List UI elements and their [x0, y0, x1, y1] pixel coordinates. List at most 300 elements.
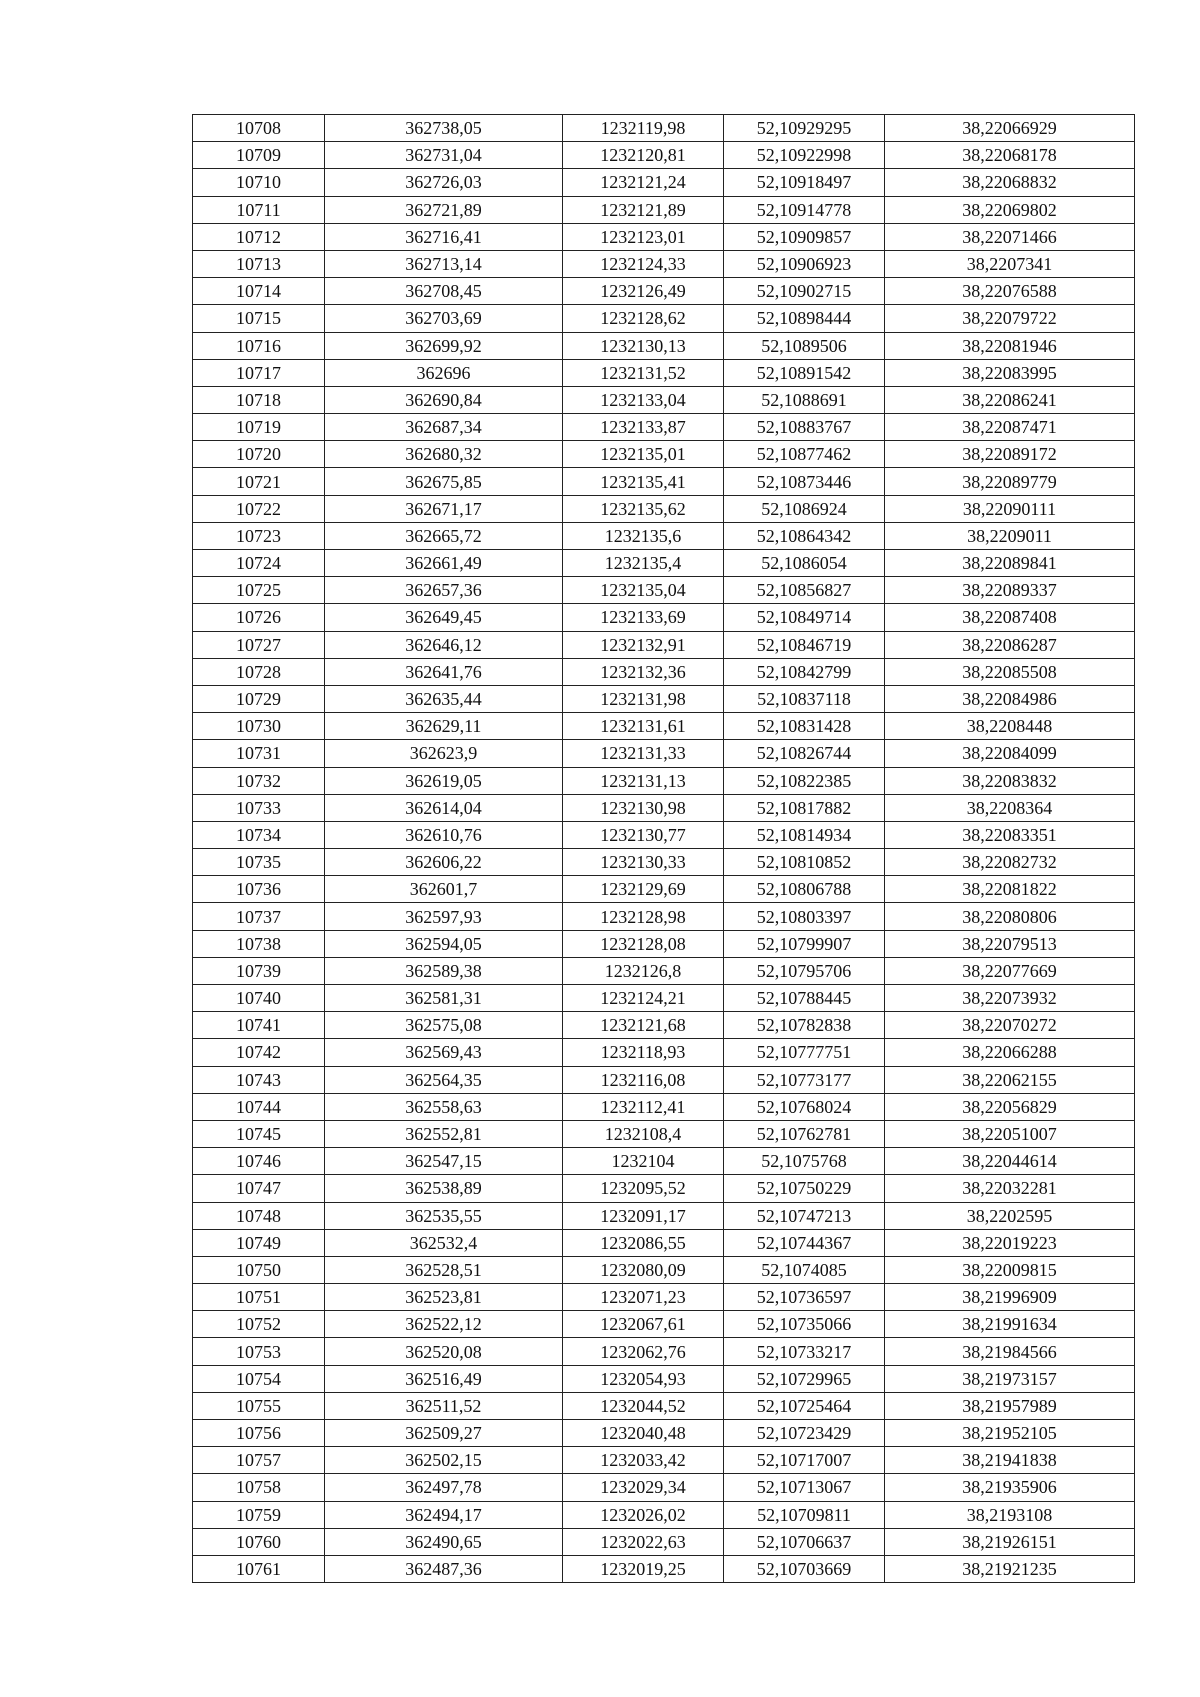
latitude-cell: 52,10736597 [724, 1284, 885, 1311]
longitude-cell: 38,22085508 [885, 658, 1135, 685]
x-coordinate-cell: 362675,85 [325, 468, 563, 495]
table-row [193, 903, 1135, 930]
point-number-cell: 10739 [193, 957, 325, 984]
longitude-cell: 38,22089841 [885, 550, 1135, 577]
point-number-cell: 10723 [193, 522, 325, 549]
x-coordinate-cell: 362696 [325, 359, 563, 386]
x-coordinate-cell: 362528,51 [325, 1256, 563, 1283]
y-coordinate-cell: 1232121,24 [563, 169, 724, 196]
longitude-cell: 38,22084986 [885, 685, 1135, 712]
latitude-cell: 52,10831428 [724, 713, 885, 740]
point-number-cell: 10757 [193, 1447, 325, 1474]
longitude-cell: 38,21957989 [885, 1392, 1135, 1419]
longitude-cell: 38,21941838 [885, 1447, 1135, 1474]
table-row [193, 1256, 1135, 1283]
table-row [193, 1392, 1135, 1419]
x-coordinate-cell: 362680,32 [325, 441, 563, 468]
point-number-cell: 10751 [193, 1284, 325, 1311]
point-number-cell: 10756 [193, 1420, 325, 1447]
longitude-cell: 38,22032281 [885, 1175, 1135, 1202]
table-row [193, 1447, 1135, 1474]
y-coordinate-cell: 1232132,91 [563, 631, 724, 658]
x-coordinate-cell: 362575,08 [325, 1012, 563, 1039]
y-coordinate-cell: 1232091,17 [563, 1202, 724, 1229]
x-coordinate-cell: 362721,89 [325, 196, 563, 223]
table-row [193, 658, 1135, 685]
longitude-cell: 38,22090111 [885, 495, 1135, 522]
longitude-cell: 38,22087471 [885, 414, 1135, 441]
longitude-cell: 38,21991634 [885, 1311, 1135, 1338]
x-coordinate-cell: 362581,31 [325, 985, 563, 1012]
table-row [193, 1093, 1135, 1120]
table-row [193, 767, 1135, 794]
latitude-cell: 52,10918497 [724, 169, 885, 196]
y-coordinate-cell: 1232116,08 [563, 1066, 724, 1093]
longitude-cell: 38,21973157 [885, 1365, 1135, 1392]
table-row [193, 1012, 1135, 1039]
table-row [193, 876, 1135, 903]
point-number-cell: 10724 [193, 550, 325, 577]
latitude-cell: 52,10902715 [724, 278, 885, 305]
x-coordinate-cell: 362487,36 [325, 1555, 563, 1582]
y-coordinate-cell: 1232071,23 [563, 1284, 724, 1311]
longitude-cell: 38,22077669 [885, 957, 1135, 984]
point-number-cell: 10709 [193, 142, 325, 169]
latitude-cell: 52,10822385 [724, 767, 885, 794]
latitude-cell: 52,10837118 [724, 685, 885, 712]
x-coordinate-cell: 362619,05 [325, 767, 563, 794]
latitude-cell: 52,10814934 [724, 821, 885, 848]
y-coordinate-cell: 1232022,63 [563, 1528, 724, 1555]
y-coordinate-cell: 1232123,01 [563, 223, 724, 250]
longitude-cell: 38,22089779 [885, 468, 1135, 495]
table-row [193, 1066, 1135, 1093]
point-number-cell: 10718 [193, 386, 325, 413]
table-row [193, 359, 1135, 386]
x-coordinate-cell: 362509,27 [325, 1420, 563, 1447]
y-coordinate-cell: 1232131,52 [563, 359, 724, 386]
longitude-cell: 38,21921235 [885, 1555, 1135, 1582]
y-coordinate-cell: 1232135,6 [563, 522, 724, 549]
y-coordinate-cell: 1232133,04 [563, 386, 724, 413]
latitude-cell: 52,1089506 [724, 332, 885, 359]
x-coordinate-cell: 362649,45 [325, 604, 563, 631]
longitude-cell: 38,2209011 [885, 522, 1135, 549]
longitude-cell: 38,22087408 [885, 604, 1135, 631]
y-coordinate-cell: 1232119,98 [563, 115, 724, 142]
y-coordinate-cell: 1232135,01 [563, 441, 724, 468]
point-number-cell: 10727 [193, 631, 325, 658]
y-coordinate-cell: 1232062,76 [563, 1338, 724, 1365]
longitude-cell: 38,2208364 [885, 794, 1135, 821]
point-number-cell: 10729 [193, 685, 325, 712]
x-coordinate-cell: 362703,69 [325, 305, 563, 332]
y-coordinate-cell: 1232128,62 [563, 305, 724, 332]
x-coordinate-cell: 362569,43 [325, 1039, 563, 1066]
point-number-cell: 10717 [193, 359, 325, 386]
y-coordinate-cell: 1232033,42 [563, 1447, 724, 1474]
table-row [193, 985, 1135, 1012]
x-coordinate-cell: 362646,12 [325, 631, 563, 658]
x-coordinate-cell: 362629,11 [325, 713, 563, 740]
table-row [193, 1365, 1135, 1392]
table-row [193, 1284, 1135, 1311]
longitude-cell: 38,22084099 [885, 740, 1135, 767]
longitude-cell: 38,22070272 [885, 1012, 1135, 1039]
longitude-cell: 38,22080806 [885, 903, 1135, 930]
table-row [193, 1338, 1135, 1365]
table-row [193, 849, 1135, 876]
x-coordinate-cell: 362547,15 [325, 1148, 563, 1175]
latitude-cell: 52,10788445 [724, 985, 885, 1012]
point-number-cell: 10737 [193, 903, 325, 930]
y-coordinate-cell: 1232130,98 [563, 794, 724, 821]
point-number-cell: 10742 [193, 1039, 325, 1066]
y-coordinate-cell: 1232019,25 [563, 1555, 724, 1582]
point-number-cell: 10754 [193, 1365, 325, 1392]
latitude-cell: 52,10873446 [724, 468, 885, 495]
y-coordinate-cell: 1232130,33 [563, 849, 724, 876]
longitude-cell: 38,22068178 [885, 142, 1135, 169]
longitude-cell: 38,21926151 [885, 1528, 1135, 1555]
table-row [193, 1120, 1135, 1147]
x-coordinate-cell: 362532,4 [325, 1229, 563, 1256]
table-row [193, 631, 1135, 658]
y-coordinate-cell: 1232029,34 [563, 1474, 724, 1501]
y-coordinate-cell: 1232026,02 [563, 1501, 724, 1528]
table-row [193, 332, 1135, 359]
longitude-cell: 38,21935906 [885, 1474, 1135, 1501]
table-row [193, 604, 1135, 631]
table-row [193, 1311, 1135, 1338]
point-number-cell: 10741 [193, 1012, 325, 1039]
y-coordinate-cell: 1232108,4 [563, 1120, 724, 1147]
longitude-cell: 38,21996909 [885, 1284, 1135, 1311]
latitude-cell: 52,10849714 [724, 604, 885, 631]
y-coordinate-cell: 1232040,48 [563, 1420, 724, 1447]
x-coordinate-cell: 362641,76 [325, 658, 563, 685]
table-row [193, 685, 1135, 712]
table-row [193, 821, 1135, 848]
point-number-cell: 10749 [193, 1229, 325, 1256]
longitude-cell: 38,2208448 [885, 713, 1135, 740]
point-number-cell: 10744 [193, 1093, 325, 1120]
table-row [193, 1474, 1135, 1501]
longitude-cell: 38,22066288 [885, 1039, 1135, 1066]
point-number-cell: 10753 [193, 1338, 325, 1365]
coordinates-table [192, 114, 1135, 1583]
table-row [193, 794, 1135, 821]
longitude-cell: 38,22044614 [885, 1148, 1135, 1175]
x-coordinate-cell: 362657,36 [325, 577, 563, 604]
y-coordinate-cell: 1232131,98 [563, 685, 724, 712]
point-number-cell: 10758 [193, 1474, 325, 1501]
latitude-cell: 52,10750229 [724, 1175, 885, 1202]
x-coordinate-cell: 362690,84 [325, 386, 563, 413]
x-coordinate-cell: 362589,38 [325, 957, 563, 984]
y-coordinate-cell: 1232135,41 [563, 468, 724, 495]
point-number-cell: 10755 [193, 1392, 325, 1419]
table-row [193, 115, 1135, 142]
latitude-cell: 52,10929295 [724, 115, 885, 142]
longitude-cell: 38,22089172 [885, 441, 1135, 468]
table-row [193, 957, 1135, 984]
latitude-cell: 52,10713067 [724, 1474, 885, 1501]
latitude-cell: 52,10762781 [724, 1120, 885, 1147]
point-number-cell: 10732 [193, 767, 325, 794]
table-row [193, 223, 1135, 250]
table-row [193, 250, 1135, 277]
table-row [193, 1420, 1135, 1447]
latitude-cell: 52,10725464 [724, 1392, 885, 1419]
point-number-cell: 10738 [193, 930, 325, 957]
y-coordinate-cell: 1232067,61 [563, 1311, 724, 1338]
longitude-cell: 38,2193108 [885, 1501, 1135, 1528]
y-coordinate-cell: 1232128,98 [563, 903, 724, 930]
longitude-cell: 38,22083351 [885, 821, 1135, 848]
coordinates-table-body [193, 115, 1135, 1583]
x-coordinate-cell: 362610,76 [325, 821, 563, 848]
latitude-cell: 52,10846719 [724, 631, 885, 658]
x-coordinate-cell: 362687,34 [325, 414, 563, 441]
longitude-cell: 38,22069802 [885, 196, 1135, 223]
point-number-cell: 10760 [193, 1528, 325, 1555]
point-number-cell: 10714 [193, 278, 325, 305]
latitude-cell: 52,10810852 [724, 849, 885, 876]
table-row [193, 1175, 1135, 1202]
table-row [193, 386, 1135, 413]
point-number-cell: 10750 [193, 1256, 325, 1283]
latitude-cell: 52,10898444 [724, 305, 885, 332]
y-coordinate-cell: 1232131,13 [563, 767, 724, 794]
latitude-cell: 52,10826744 [724, 740, 885, 767]
y-coordinate-cell: 1232124,21 [563, 985, 724, 1012]
table-row [193, 713, 1135, 740]
latitude-cell: 52,10806788 [724, 876, 885, 903]
x-coordinate-cell: 362661,49 [325, 550, 563, 577]
x-coordinate-cell: 362552,81 [325, 1120, 563, 1147]
y-coordinate-cell: 1232054,93 [563, 1365, 724, 1392]
x-coordinate-cell: 362497,78 [325, 1474, 563, 1501]
point-number-cell: 10726 [193, 604, 325, 631]
y-coordinate-cell: 1232044,52 [563, 1392, 724, 1419]
longitude-cell: 38,22083995 [885, 359, 1135, 386]
point-number-cell: 10733 [193, 794, 325, 821]
y-coordinate-cell: 1232130,77 [563, 821, 724, 848]
longitude-cell: 38,22068832 [885, 169, 1135, 196]
table-row [193, 577, 1135, 604]
latitude-cell: 52,10914778 [724, 196, 885, 223]
latitude-cell: 52,10891542 [724, 359, 885, 386]
point-number-cell: 10759 [193, 1501, 325, 1528]
point-number-cell: 10710 [193, 169, 325, 196]
y-coordinate-cell: 1232112,41 [563, 1093, 724, 1120]
latitude-cell: 52,10803397 [724, 903, 885, 930]
latitude-cell: 52,10906923 [724, 250, 885, 277]
longitude-cell: 38,22081946 [885, 332, 1135, 359]
y-coordinate-cell: 1232120,81 [563, 142, 724, 169]
table-row [193, 740, 1135, 767]
point-number-cell: 10725 [193, 577, 325, 604]
point-number-cell: 10745 [193, 1120, 325, 1147]
point-number-cell: 10743 [193, 1066, 325, 1093]
longitude-cell: 38,21984566 [885, 1338, 1135, 1365]
latitude-cell: 52,10856827 [724, 577, 885, 604]
latitude-cell: 52,10723429 [724, 1420, 885, 1447]
point-number-cell: 10761 [193, 1555, 325, 1582]
latitude-cell: 52,10706637 [724, 1528, 885, 1555]
y-coordinate-cell: 1232086,55 [563, 1229, 724, 1256]
latitude-cell: 52,10747213 [724, 1202, 885, 1229]
latitude-cell: 52,10817882 [724, 794, 885, 821]
latitude-cell: 52,1074085 [724, 1256, 885, 1283]
longitude-cell: 38,21952105 [885, 1420, 1135, 1447]
point-number-cell: 10728 [193, 658, 325, 685]
latitude-cell: 52,1086054 [724, 550, 885, 577]
y-coordinate-cell: 1232118,93 [563, 1039, 724, 1066]
latitude-cell: 52,1075768 [724, 1148, 885, 1175]
x-coordinate-cell: 362511,52 [325, 1392, 563, 1419]
point-number-cell: 10752 [193, 1311, 325, 1338]
point-number-cell: 10734 [193, 821, 325, 848]
latitude-cell: 52,10883767 [724, 414, 885, 441]
longitude-cell: 38,22086287 [885, 631, 1135, 658]
table-row [193, 522, 1135, 549]
x-coordinate-cell: 362738,05 [325, 115, 563, 142]
table-row [193, 441, 1135, 468]
x-coordinate-cell: 362538,89 [325, 1175, 563, 1202]
point-number-cell: 10713 [193, 250, 325, 277]
point-number-cell: 10746 [193, 1148, 325, 1175]
point-number-cell: 10708 [193, 115, 325, 142]
x-coordinate-cell: 362535,55 [325, 1202, 563, 1229]
x-coordinate-cell: 362516,49 [325, 1365, 563, 1392]
point-number-cell: 10735 [193, 849, 325, 876]
longitude-cell: 38,22071466 [885, 223, 1135, 250]
longitude-cell: 38,22079513 [885, 930, 1135, 957]
longitude-cell: 38,22079722 [885, 305, 1135, 332]
longitude-cell: 38,22089337 [885, 577, 1135, 604]
table-row [193, 468, 1135, 495]
latitude-cell: 52,10744367 [724, 1229, 885, 1256]
x-coordinate-cell: 362494,17 [325, 1501, 563, 1528]
table-row [193, 495, 1135, 522]
longitude-cell: 38,22066929 [885, 115, 1135, 142]
table-row [193, 1555, 1135, 1582]
y-coordinate-cell: 1232133,69 [563, 604, 724, 631]
point-number-cell: 10716 [193, 332, 325, 359]
x-coordinate-cell: 362564,35 [325, 1066, 563, 1093]
latitude-cell: 52,10909857 [724, 223, 885, 250]
point-number-cell: 10720 [193, 441, 325, 468]
table-row [193, 278, 1135, 305]
latitude-cell: 52,10877462 [724, 441, 885, 468]
y-coordinate-cell: 1232095,52 [563, 1175, 724, 1202]
y-coordinate-cell: 1232129,69 [563, 876, 724, 903]
latitude-cell: 52,10735066 [724, 1311, 885, 1338]
longitude-cell: 38,2202595 [885, 1202, 1135, 1229]
x-coordinate-cell: 362558,63 [325, 1093, 563, 1120]
x-coordinate-cell: 362490,65 [325, 1528, 563, 1555]
x-coordinate-cell: 362606,22 [325, 849, 563, 876]
x-coordinate-cell: 362699,92 [325, 332, 563, 359]
table-row [193, 414, 1135, 441]
x-coordinate-cell: 362671,17 [325, 495, 563, 522]
y-coordinate-cell: 1232132,36 [563, 658, 724, 685]
point-number-cell: 10747 [193, 1175, 325, 1202]
table-row [193, 1501, 1135, 1528]
x-coordinate-cell: 362708,45 [325, 278, 563, 305]
point-number-cell: 10712 [193, 223, 325, 250]
point-number-cell: 10721 [193, 468, 325, 495]
latitude-cell: 52,10768024 [724, 1093, 885, 1120]
longitude-cell: 38,22082732 [885, 849, 1135, 876]
point-number-cell: 10715 [193, 305, 325, 332]
table-row [193, 930, 1135, 957]
latitude-cell: 52,10703669 [724, 1555, 885, 1582]
x-coordinate-cell: 362716,41 [325, 223, 563, 250]
longitude-cell: 38,22051007 [885, 1120, 1135, 1147]
table-row [193, 1039, 1135, 1066]
longitude-cell: 38,22009815 [885, 1256, 1135, 1283]
table-row [193, 142, 1135, 169]
latitude-cell: 52,10717007 [724, 1447, 885, 1474]
longitude-cell: 38,22083832 [885, 767, 1135, 794]
y-coordinate-cell: 1232128,08 [563, 930, 724, 957]
x-coordinate-cell: 362726,03 [325, 169, 563, 196]
x-coordinate-cell: 362665,72 [325, 522, 563, 549]
x-coordinate-cell: 362614,04 [325, 794, 563, 821]
table-row [193, 1528, 1135, 1555]
x-coordinate-cell: 362601,7 [325, 876, 563, 903]
longitude-cell: 38,22062155 [885, 1066, 1135, 1093]
latitude-cell: 52,10773177 [724, 1066, 885, 1093]
latitude-cell: 52,1086924 [724, 495, 885, 522]
x-coordinate-cell: 362731,04 [325, 142, 563, 169]
y-coordinate-cell: 1232080,09 [563, 1256, 724, 1283]
table-row [193, 1148, 1135, 1175]
table-row [193, 305, 1135, 332]
y-coordinate-cell: 1232104 [563, 1148, 724, 1175]
point-number-cell: 10748 [193, 1202, 325, 1229]
point-number-cell: 10711 [193, 196, 325, 223]
x-coordinate-cell: 362523,81 [325, 1284, 563, 1311]
longitude-cell: 38,2207341 [885, 250, 1135, 277]
y-coordinate-cell: 1232124,33 [563, 250, 724, 277]
table-row [193, 550, 1135, 577]
x-coordinate-cell: 362502,15 [325, 1447, 563, 1474]
y-coordinate-cell: 1232135,04 [563, 577, 724, 604]
latitude-cell: 52,10795706 [724, 957, 885, 984]
y-coordinate-cell: 1232135,4 [563, 550, 724, 577]
latitude-cell: 52,10709811 [724, 1501, 885, 1528]
point-number-cell: 10736 [193, 876, 325, 903]
table-row [193, 169, 1135, 196]
latitude-cell: 52,10799907 [724, 930, 885, 957]
point-number-cell: 10719 [193, 414, 325, 441]
point-number-cell: 10730 [193, 713, 325, 740]
y-coordinate-cell: 1232131,33 [563, 740, 724, 767]
point-number-cell: 10722 [193, 495, 325, 522]
x-coordinate-cell: 362520,08 [325, 1338, 563, 1365]
longitude-cell: 38,22073932 [885, 985, 1135, 1012]
point-number-cell: 10731 [193, 740, 325, 767]
y-coordinate-cell: 1232126,8 [563, 957, 724, 984]
x-coordinate-cell: 362597,93 [325, 903, 563, 930]
latitude-cell: 52,10777751 [724, 1039, 885, 1066]
table-row [193, 1229, 1135, 1256]
y-coordinate-cell: 1232131,61 [563, 713, 724, 740]
